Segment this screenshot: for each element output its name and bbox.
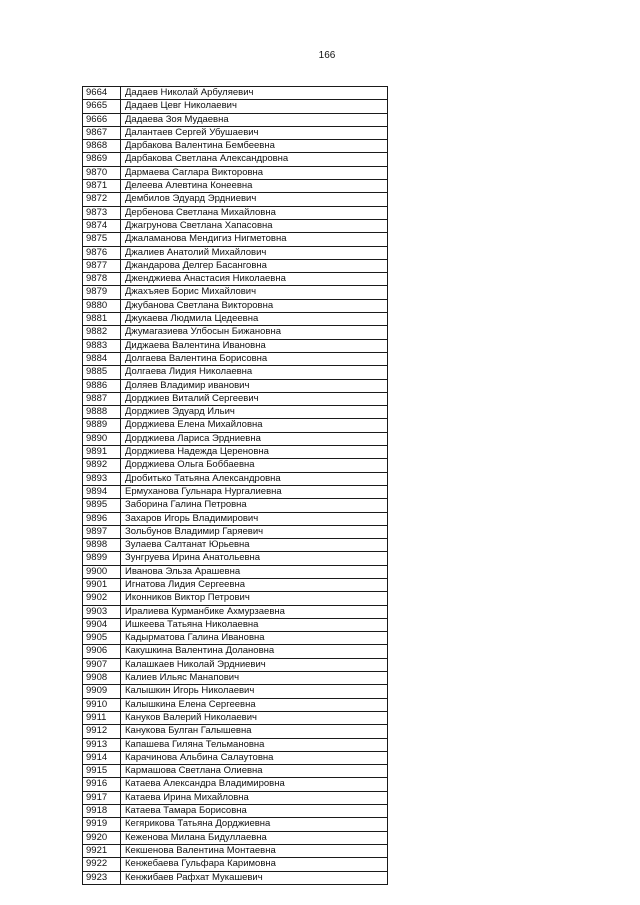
record-number: 9905 bbox=[83, 632, 121, 645]
table-row bbox=[83, 858, 388, 871]
table-row bbox=[83, 113, 388, 126]
table-row bbox=[83, 446, 388, 459]
person-full-name: Дробитько Татьяна Александровна bbox=[121, 472, 388, 485]
table-row bbox=[83, 286, 388, 299]
person-full-name: Джукаева Людмила Цедеевна bbox=[121, 313, 388, 326]
table-row bbox=[83, 645, 388, 658]
record-number: 9876 bbox=[83, 246, 121, 259]
table-row bbox=[83, 658, 388, 671]
table-row bbox=[83, 246, 388, 259]
table-row bbox=[83, 592, 388, 605]
person-full-name: Джаламанова Мендигиз Нигметовна bbox=[121, 233, 388, 246]
table-row bbox=[83, 818, 388, 831]
table-row bbox=[83, 392, 388, 405]
person-full-name: Заборина Галина Петровна bbox=[121, 499, 388, 512]
record-number: 9915 bbox=[83, 765, 121, 778]
record-number: 9917 bbox=[83, 791, 121, 804]
person-full-name: Иралиева Курманбике Ахмурзаевна bbox=[121, 605, 388, 618]
record-number: 9666 bbox=[83, 113, 121, 126]
table-row bbox=[83, 166, 388, 179]
person-full-name: Долгаева Лидия Николаевна bbox=[121, 366, 388, 379]
person-full-name: Дорджиева Елена Михайловна bbox=[121, 419, 388, 432]
person-full-name: Джумагазиева Улбосын Бижановна bbox=[121, 326, 388, 339]
table-row bbox=[83, 871, 388, 884]
record-number: 9918 bbox=[83, 805, 121, 818]
record-number: 9889 bbox=[83, 419, 121, 432]
record-number: 9891 bbox=[83, 446, 121, 459]
table-row bbox=[83, 233, 388, 246]
table-row bbox=[83, 751, 388, 764]
record-number: 9869 bbox=[83, 153, 121, 166]
table-row bbox=[83, 140, 388, 153]
person-full-name: Кегярикова Татьяна Дорджиевна bbox=[121, 818, 388, 831]
record-number: 9909 bbox=[83, 685, 121, 698]
record-number: 9895 bbox=[83, 499, 121, 512]
table-row bbox=[83, 539, 388, 552]
record-number: 9923 bbox=[83, 871, 121, 884]
table-row bbox=[83, 512, 388, 525]
record-number: 9910 bbox=[83, 698, 121, 711]
person-full-name: Игнатова Лидия Сергеевна bbox=[121, 578, 388, 591]
person-full-name: Какушкина Валентина Долановна bbox=[121, 645, 388, 658]
person-full-name: Джагрунова Светлана Хапасовна bbox=[121, 219, 388, 232]
person-full-name: Калиев Ильяс Манапович bbox=[121, 672, 388, 685]
person-full-name: Кадырматова Галина Ивановна bbox=[121, 632, 388, 645]
person-full-name: Дембилов Эдуард Эрдниевич bbox=[121, 193, 388, 206]
record-number: 9664 bbox=[83, 87, 121, 100]
record-number: 9922 bbox=[83, 858, 121, 871]
person-full-name: Джандарова Делгер Басанговна bbox=[121, 259, 388, 272]
record-number: 9867 bbox=[83, 126, 121, 139]
table-row bbox=[83, 525, 388, 538]
person-full-name: Доляев Владимир иванович bbox=[121, 379, 388, 392]
record-number: 9872 bbox=[83, 193, 121, 206]
person-full-name: Кануков Валерий Николаевич bbox=[121, 711, 388, 724]
record-number: 9900 bbox=[83, 565, 121, 578]
record-number: 9885 bbox=[83, 366, 121, 379]
record-number: 9868 bbox=[83, 140, 121, 153]
record-number: 9887 bbox=[83, 392, 121, 405]
table-row bbox=[83, 153, 388, 166]
record-number: 9871 bbox=[83, 180, 121, 193]
person-full-name: Кеженова Милана Бидуллаевна bbox=[121, 831, 388, 844]
record-number: 9894 bbox=[83, 485, 121, 498]
register-table bbox=[82, 86, 388, 885]
table-row bbox=[83, 778, 388, 791]
table-row bbox=[83, 326, 388, 339]
table-row bbox=[83, 180, 388, 193]
table-row bbox=[83, 352, 388, 365]
table-row bbox=[83, 565, 388, 578]
table-row bbox=[83, 618, 388, 631]
table-row bbox=[83, 738, 388, 751]
record-number: 9902 bbox=[83, 592, 121, 605]
record-number: 9875 bbox=[83, 233, 121, 246]
table-row bbox=[83, 725, 388, 738]
person-full-name: Джалиев Анатолий Михайлович bbox=[121, 246, 388, 259]
person-full-name: Захаров Игорь Владимирович bbox=[121, 512, 388, 525]
table-row bbox=[83, 685, 388, 698]
record-number: 9880 bbox=[83, 299, 121, 312]
record-number: 9890 bbox=[83, 432, 121, 445]
table-row bbox=[83, 459, 388, 472]
record-number: 9877 bbox=[83, 259, 121, 272]
table-row bbox=[83, 432, 388, 445]
person-full-name: Иванова Эльза Арашевна bbox=[121, 565, 388, 578]
record-number: 9873 bbox=[83, 206, 121, 219]
person-full-name: Катаева Тамара Борисовна bbox=[121, 805, 388, 818]
record-number: 9911 bbox=[83, 711, 121, 724]
person-full-name: Карачинова Альбина Салаутовна bbox=[121, 751, 388, 764]
record-number: 9903 bbox=[83, 605, 121, 618]
table-row bbox=[83, 765, 388, 778]
table-row bbox=[83, 831, 388, 844]
record-number: 9882 bbox=[83, 326, 121, 339]
person-full-name: Кекшенова Валентина Монтаевна bbox=[121, 844, 388, 857]
person-full-name: Дарбакова Светлана Александровна bbox=[121, 153, 388, 166]
register-rows bbox=[83, 87, 388, 885]
table-row bbox=[83, 126, 388, 139]
table-row bbox=[83, 313, 388, 326]
person-full-name: Дорджиева Надежда Цереновна bbox=[121, 446, 388, 459]
table-row bbox=[83, 672, 388, 685]
record-number: 9899 bbox=[83, 552, 121, 565]
record-number: 9870 bbox=[83, 166, 121, 179]
record-number: 9908 bbox=[83, 672, 121, 685]
table-row bbox=[83, 552, 388, 565]
person-full-name: Зунгруева Ирина Анатольевна bbox=[121, 552, 388, 565]
person-full-name: Кармашова Светлана Олиевна bbox=[121, 765, 388, 778]
person-full-name: Дадаев Цевг Николаевич bbox=[121, 100, 388, 113]
record-number: 9919 bbox=[83, 818, 121, 831]
table-row bbox=[83, 219, 388, 232]
person-full-name: Зулаева Салтанат Юрьевна bbox=[121, 539, 388, 552]
person-full-name: Катаева Александра Владимировна bbox=[121, 778, 388, 791]
record-number: 9898 bbox=[83, 539, 121, 552]
person-full-name: Калышкин Игорь Николаевич bbox=[121, 685, 388, 698]
person-full-name: Дорджиев Эдуард Ильич bbox=[121, 406, 388, 419]
person-full-name: Дадаева Зоя Мудаевна bbox=[121, 113, 388, 126]
table-row bbox=[83, 379, 388, 392]
person-full-name: Дарбакова Валентина Бембеевна bbox=[121, 140, 388, 153]
table-row bbox=[83, 273, 388, 286]
record-number: 9874 bbox=[83, 219, 121, 232]
table-row bbox=[83, 499, 388, 512]
table-row bbox=[83, 299, 388, 312]
table-row bbox=[83, 632, 388, 645]
person-full-name: Далантаев Сергей Убушаевич bbox=[121, 126, 388, 139]
page-number: 166 bbox=[318, 50, 336, 61]
record-number: 9884 bbox=[83, 352, 121, 365]
record-number: 9878 bbox=[83, 273, 121, 286]
record-number: 9892 bbox=[83, 459, 121, 472]
table-row bbox=[83, 366, 388, 379]
record-number: 9916 bbox=[83, 778, 121, 791]
table-row bbox=[83, 339, 388, 352]
record-number: 9886 bbox=[83, 379, 121, 392]
person-full-name: Джахъяев Борис Михайлович bbox=[121, 286, 388, 299]
record-number: 9913 bbox=[83, 738, 121, 751]
person-full-name: Дорджиева Ольга Боббаевна bbox=[121, 459, 388, 472]
person-full-name: Дармаева Саглара Викторовна bbox=[121, 166, 388, 179]
record-number: 9921 bbox=[83, 844, 121, 857]
person-full-name: Ишкеева Татьяна Николаевна bbox=[121, 618, 388, 631]
record-number: 9893 bbox=[83, 472, 121, 485]
table-row bbox=[83, 791, 388, 804]
person-full-name: Канукова Булган Галышевна bbox=[121, 725, 388, 738]
person-full-name: Дорджиева Лариса Эрдниевна bbox=[121, 432, 388, 445]
table-row bbox=[83, 419, 388, 432]
table-row bbox=[83, 605, 388, 618]
record-number: 9883 bbox=[83, 339, 121, 352]
record-number: 9907 bbox=[83, 658, 121, 671]
person-full-name: Зольбунов Владимир Гаряевич bbox=[121, 525, 388, 538]
person-full-name: Кенжебаева Гульфара Каримовна bbox=[121, 858, 388, 871]
record-number: 9896 bbox=[83, 512, 121, 525]
person-full-name: Иконников Виктор Петрович bbox=[121, 592, 388, 605]
person-full-name: Ермуханова Гульнара Нургалиевна bbox=[121, 485, 388, 498]
person-full-name: Капашева Гиляна Тельмановна bbox=[121, 738, 388, 751]
record-number: 9914 bbox=[83, 751, 121, 764]
table-row bbox=[83, 100, 388, 113]
person-full-name: Дербенова Светлана Михайловна bbox=[121, 206, 388, 219]
table-row bbox=[83, 485, 388, 498]
person-full-name: Дженджиева Анастасия Николаевна bbox=[121, 273, 388, 286]
table-row bbox=[83, 805, 388, 818]
record-number: 9912 bbox=[83, 725, 121, 738]
record-number: 9904 bbox=[83, 618, 121, 631]
person-full-name: Калашкаев Николай Эрдниевич bbox=[121, 658, 388, 671]
table-row bbox=[83, 844, 388, 857]
table-row bbox=[83, 578, 388, 591]
record-number: 9888 bbox=[83, 406, 121, 419]
table-row bbox=[83, 193, 388, 206]
table-row bbox=[83, 206, 388, 219]
record-number: 9879 bbox=[83, 286, 121, 299]
person-full-name: Калышкина Елена Сергеевна bbox=[121, 698, 388, 711]
record-number: 9881 bbox=[83, 313, 121, 326]
person-full-name: Диджаева Валентина Ивановна bbox=[121, 339, 388, 352]
record-number: 9901 bbox=[83, 578, 121, 591]
person-full-name: Дадаев Николай Арбуляевич bbox=[121, 87, 388, 100]
table-row bbox=[83, 711, 388, 724]
record-number: 9906 bbox=[83, 645, 121, 658]
person-full-name: Джубанова Светлана Викторовна bbox=[121, 299, 388, 312]
table-row bbox=[83, 406, 388, 419]
record-number: 9897 bbox=[83, 525, 121, 538]
table-row bbox=[83, 87, 388, 100]
person-full-name: Кенжибаев Рафхат Мукашевич bbox=[121, 871, 388, 884]
person-full-name: Дорджиев Виталий Сергеевич bbox=[121, 392, 388, 405]
person-full-name: Долгаева Валентина Борисовна bbox=[121, 352, 388, 365]
table-row bbox=[83, 698, 388, 711]
table-row bbox=[83, 472, 388, 485]
record-number: 9920 bbox=[83, 831, 121, 844]
record-number: 9665 bbox=[83, 100, 121, 113]
person-full-name: Катаева Ирина Михайловна bbox=[121, 791, 388, 804]
person-full-name: Делеева Алевтина Конеевна bbox=[121, 180, 388, 193]
table-row bbox=[83, 259, 388, 272]
